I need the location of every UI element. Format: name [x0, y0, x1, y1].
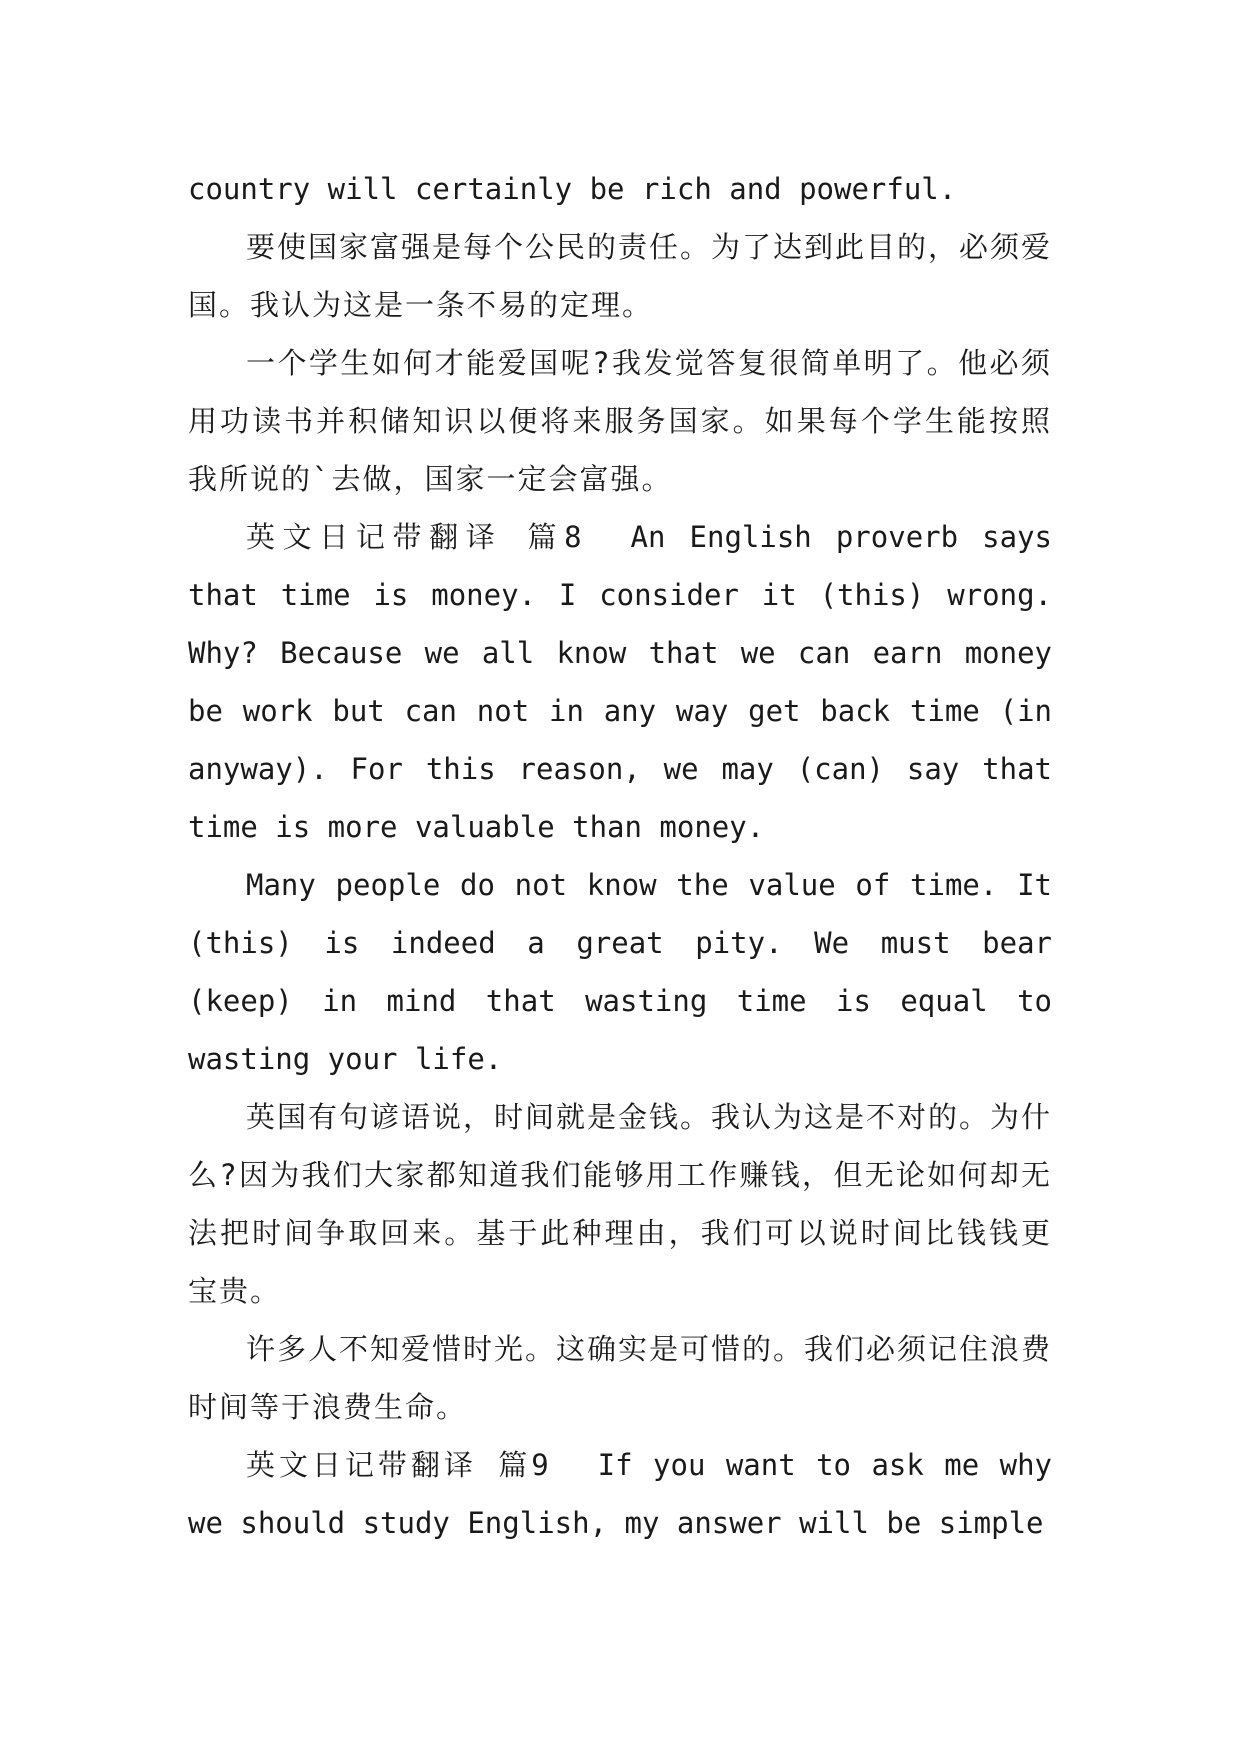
section-heading-8: 英文日记带翻译 篇8: [246, 520, 583, 554]
paragraph-value-of-time: Many people do not know the value of time. It (this) is indeed a great pity. We must bear (keep) in mind that wasting time is equal to wasting your life.: [188, 868, 1052, 1076]
paragraph-entry-8: [188, 508, 1052, 856]
entry-9-english-text: If you want to ask me why we should study English, my answer will be simple: [188, 1448, 1052, 1540]
paragraph-entry-9: [188, 1436, 1052, 1552]
paragraph-chinese-duty: 要使国家富强是每个公民的责任。为了达到此目的，必须爱国。我认为这是一条不易的定理。: [188, 230, 1053, 322]
entry-8-english-text: An English proverb says that time is money. I consider it (this) wrong. Why? Because we all know that we can earn money be work but can not in any way get back time (in anyway). For this reason, we may (can) say that time is more valuable than money.: [188, 520, 1052, 844]
paragraph-chinese-student: 一个学生如何才能爱国呢?我发觉答复很简单明了。他必须用功读书并积储知识以便将来服务国家。如果每个学生能按照我所说的`去做，国家一定会富强。: [188, 346, 1052, 496]
paragraph-chinese-cherish-time: 许多人不知爱惜时光。这确实是可惜的。我们必须记住浪费时间等于浪费生命。: [188, 1332, 1053, 1424]
section-heading-9: 英文日记带翻译 篇9: [246, 1448, 550, 1482]
paragraph-continued-english: country will certainly be rich and powerful.: [188, 172, 957, 206]
document-page: [188, 160, 1052, 1552]
paragraph-chinese-proverb: 英国有句谚语说，时间就是金钱。我认为这是不对的。为什么?因为我们大家都知道我们能够用工作赚钱，但无论如何却无法把时间争取回来。基于此种理由，我们可以说时间比钱钱更宝贵。: [188, 1100, 1053, 1308]
